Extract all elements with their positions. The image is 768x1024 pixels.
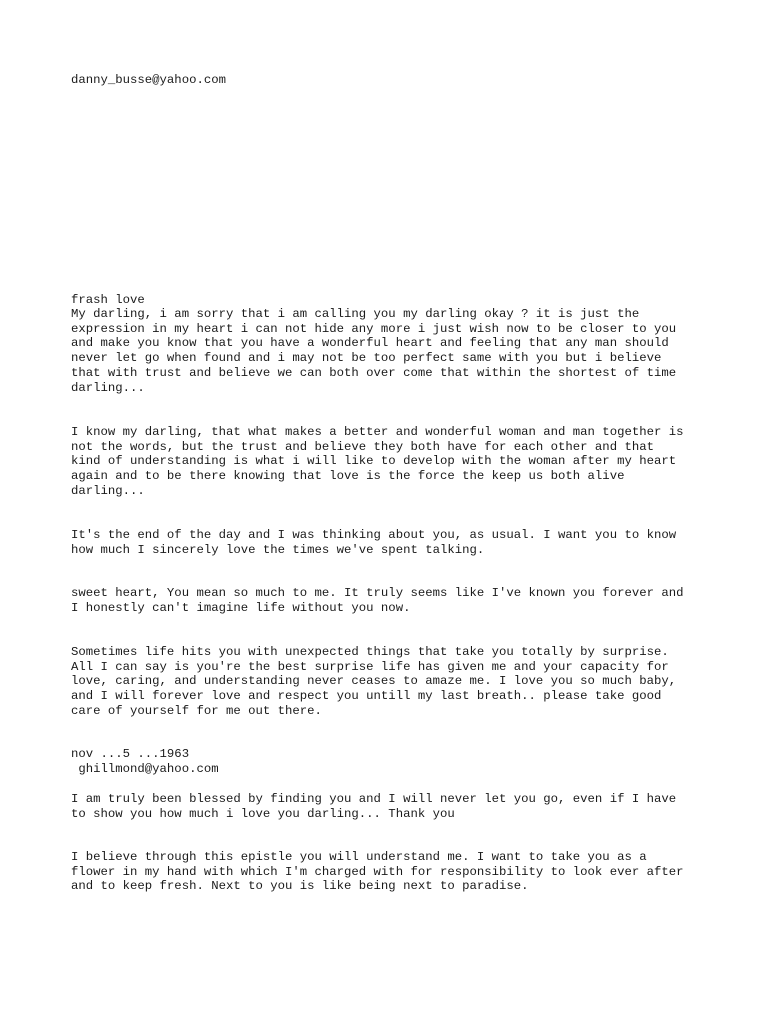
paragraph-2: I know my darling, that what makes a better and wonderful woman and man together is not the words, but the trust and believe they both have for each other and that kind of understanding is what i will like to develop with the woman after my heart again and to be there knowing that love is the force the keep us both alive darling... — [71, 425, 684, 498]
sender-email: danny_busse@yahoo.com — [71, 73, 226, 87]
paragraph-3: It's the end of the day and I was thinking about you, as usual. I want you to know how much I sincerely love the times we've spent talking. — [71, 528, 677, 557]
paragraph-5: Sometimes life hits you with unexpected things that take you totally by surprise. All I can say is you're the best surprise life has given me and your capacity for love, caring, and understanding never ceases to amaze me. I love you so much baby, and I will forever love and respect you untill my last breath.. please take good care of yourself for me out there. — [71, 645, 677, 718]
document-title: frash love — [71, 293, 145, 307]
paragraph-7: I believe through this epistle you will understand me. I want to take you as a flower in my hand with which I'm charged with for responsibility to look ever after and to keep fresh. Next to you is like being next to paradise. — [71, 850, 684, 894]
paragraph-6: I am truly been blessed by finding you and I will never let you go, even if I have to show you how much i love you darling... Thank you — [71, 792, 677, 821]
paragraph-4: sweet heart, You mean so much to me. It truly seems like I've known you forever and I honestly can't imagine life without you now. — [71, 586, 684, 615]
paragraph-1: My darling, i am sorry that i am calling you my darling okay ? it is just the expression in my heart i can not hide any more i just wish now to be closer to you and make you know that you have a wonderful heart and feeling that any man should never let go when found and i may not be too perfect same with you but i believe that with trust and believe we can both over come that within the shortest of time darling... — [71, 307, 677, 395]
footer-email: ghillmond@yahoo.com — [71, 762, 219, 776]
date-line: nov ...5 ...1963 — [71, 747, 190, 761]
